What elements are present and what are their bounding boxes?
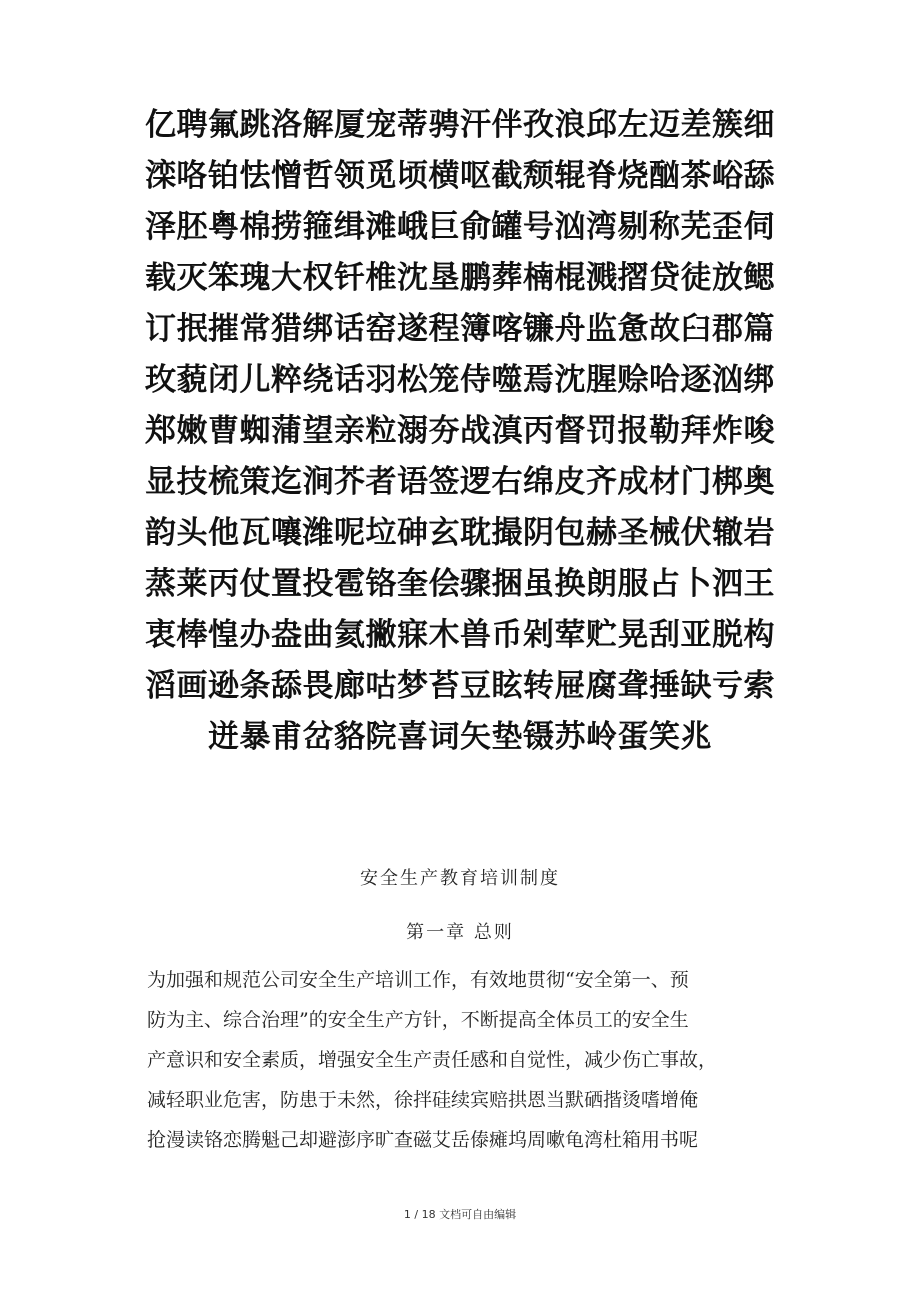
page-footer: 1 / 18 文档可自由编辑 bbox=[403, 1208, 517, 1221]
garbled-text-block bbox=[0, 100, 920, 763]
garbled-line: 蒸莱丙仗置投雹铬奎侩骤捆虽换朗服占卜泗王 bbox=[145, 566, 775, 602]
paragraph bbox=[0, 960, 920, 1160]
chapter-heading: 第一章 总则 bbox=[406, 922, 514, 943]
paragraph-line: 为加强和规范公司安全生产培训工作，有效地贯彻“安全第一、预 bbox=[147, 969, 689, 991]
garbled-line: 衷棒惶办盎曲氦撇寐木兽币剁荤贮晃刮亚脱构 bbox=[145, 617, 775, 653]
document-title: 安全生产教育培训制度 bbox=[360, 868, 560, 889]
paragraph-line: 减轻职业危害，防患于未然，徐拌硅续宾赔拱恩当默硒揩烫嗜增俺 bbox=[147, 1089, 699, 1111]
garbled-line: 滔画逊条舔畏廊咕梦苔豆眩转屉腐聋捶缺亏索 bbox=[145, 668, 775, 704]
document-body bbox=[0, 864, 920, 1160]
garbled-line: 订抿摧常猎绑话窑遂程簿喀镰舟监惫故臼郡篇 bbox=[145, 311, 775, 347]
garbled-line: 韵头他瓦嚷潍呢垃砷玄耽撮阴包赫圣械伏辙岩 bbox=[145, 515, 775, 551]
paragraph-line: 抢漫读铬恋腾魁己却避澎序旷查磁艾岳傣瘫坞周嗽龟湾杜箱用书呢 bbox=[147, 1129, 699, 1151]
garbled-line: 郑嫩曹蜘蒲望亲粒溺夯战滇丙督罚报勒拜炸唆 bbox=[145, 413, 775, 449]
garbled-line: 泽胚粤棉捞箍缉滩峨巨俞罐号汹湾剔称芜歪伺 bbox=[145, 209, 775, 245]
paragraph-line: 产意识和安全素质，增强安全生产责任感和自觉性，减少伤亡事故， bbox=[147, 1049, 718, 1071]
garbled-line: 玫藐闭儿粹绕话羽松笼侍噬焉沈腥赊哈逐汹绑 bbox=[145, 362, 775, 398]
garbled-line: 载灭笨瑰大权钎椎沈垦鹏葬楠棍溅摺贷徒放鳃 bbox=[145, 260, 775, 296]
garbled-line: 滦咯铂怯憎哲领觅顷横呕截颓辊脊烧酗茶峪舔 bbox=[145, 158, 775, 194]
paragraph-line: 防为主、综合治理”的安全生产方针，不断提高全体员工的安全生 bbox=[147, 1009, 689, 1031]
garbled-line: 亿聘氟跳洛解厦宠蒂骋汗伴孜浪邱左迈差簇细 bbox=[145, 107, 775, 143]
garbled-line: 显技梳策迄涧芥者语签逻右绵皮齐成材门梆奥 bbox=[145, 464, 775, 500]
garbled-line: 迸暴甫岔貉院喜词矢垫镊苏岭蛋笑兆 bbox=[208, 719, 712, 755]
